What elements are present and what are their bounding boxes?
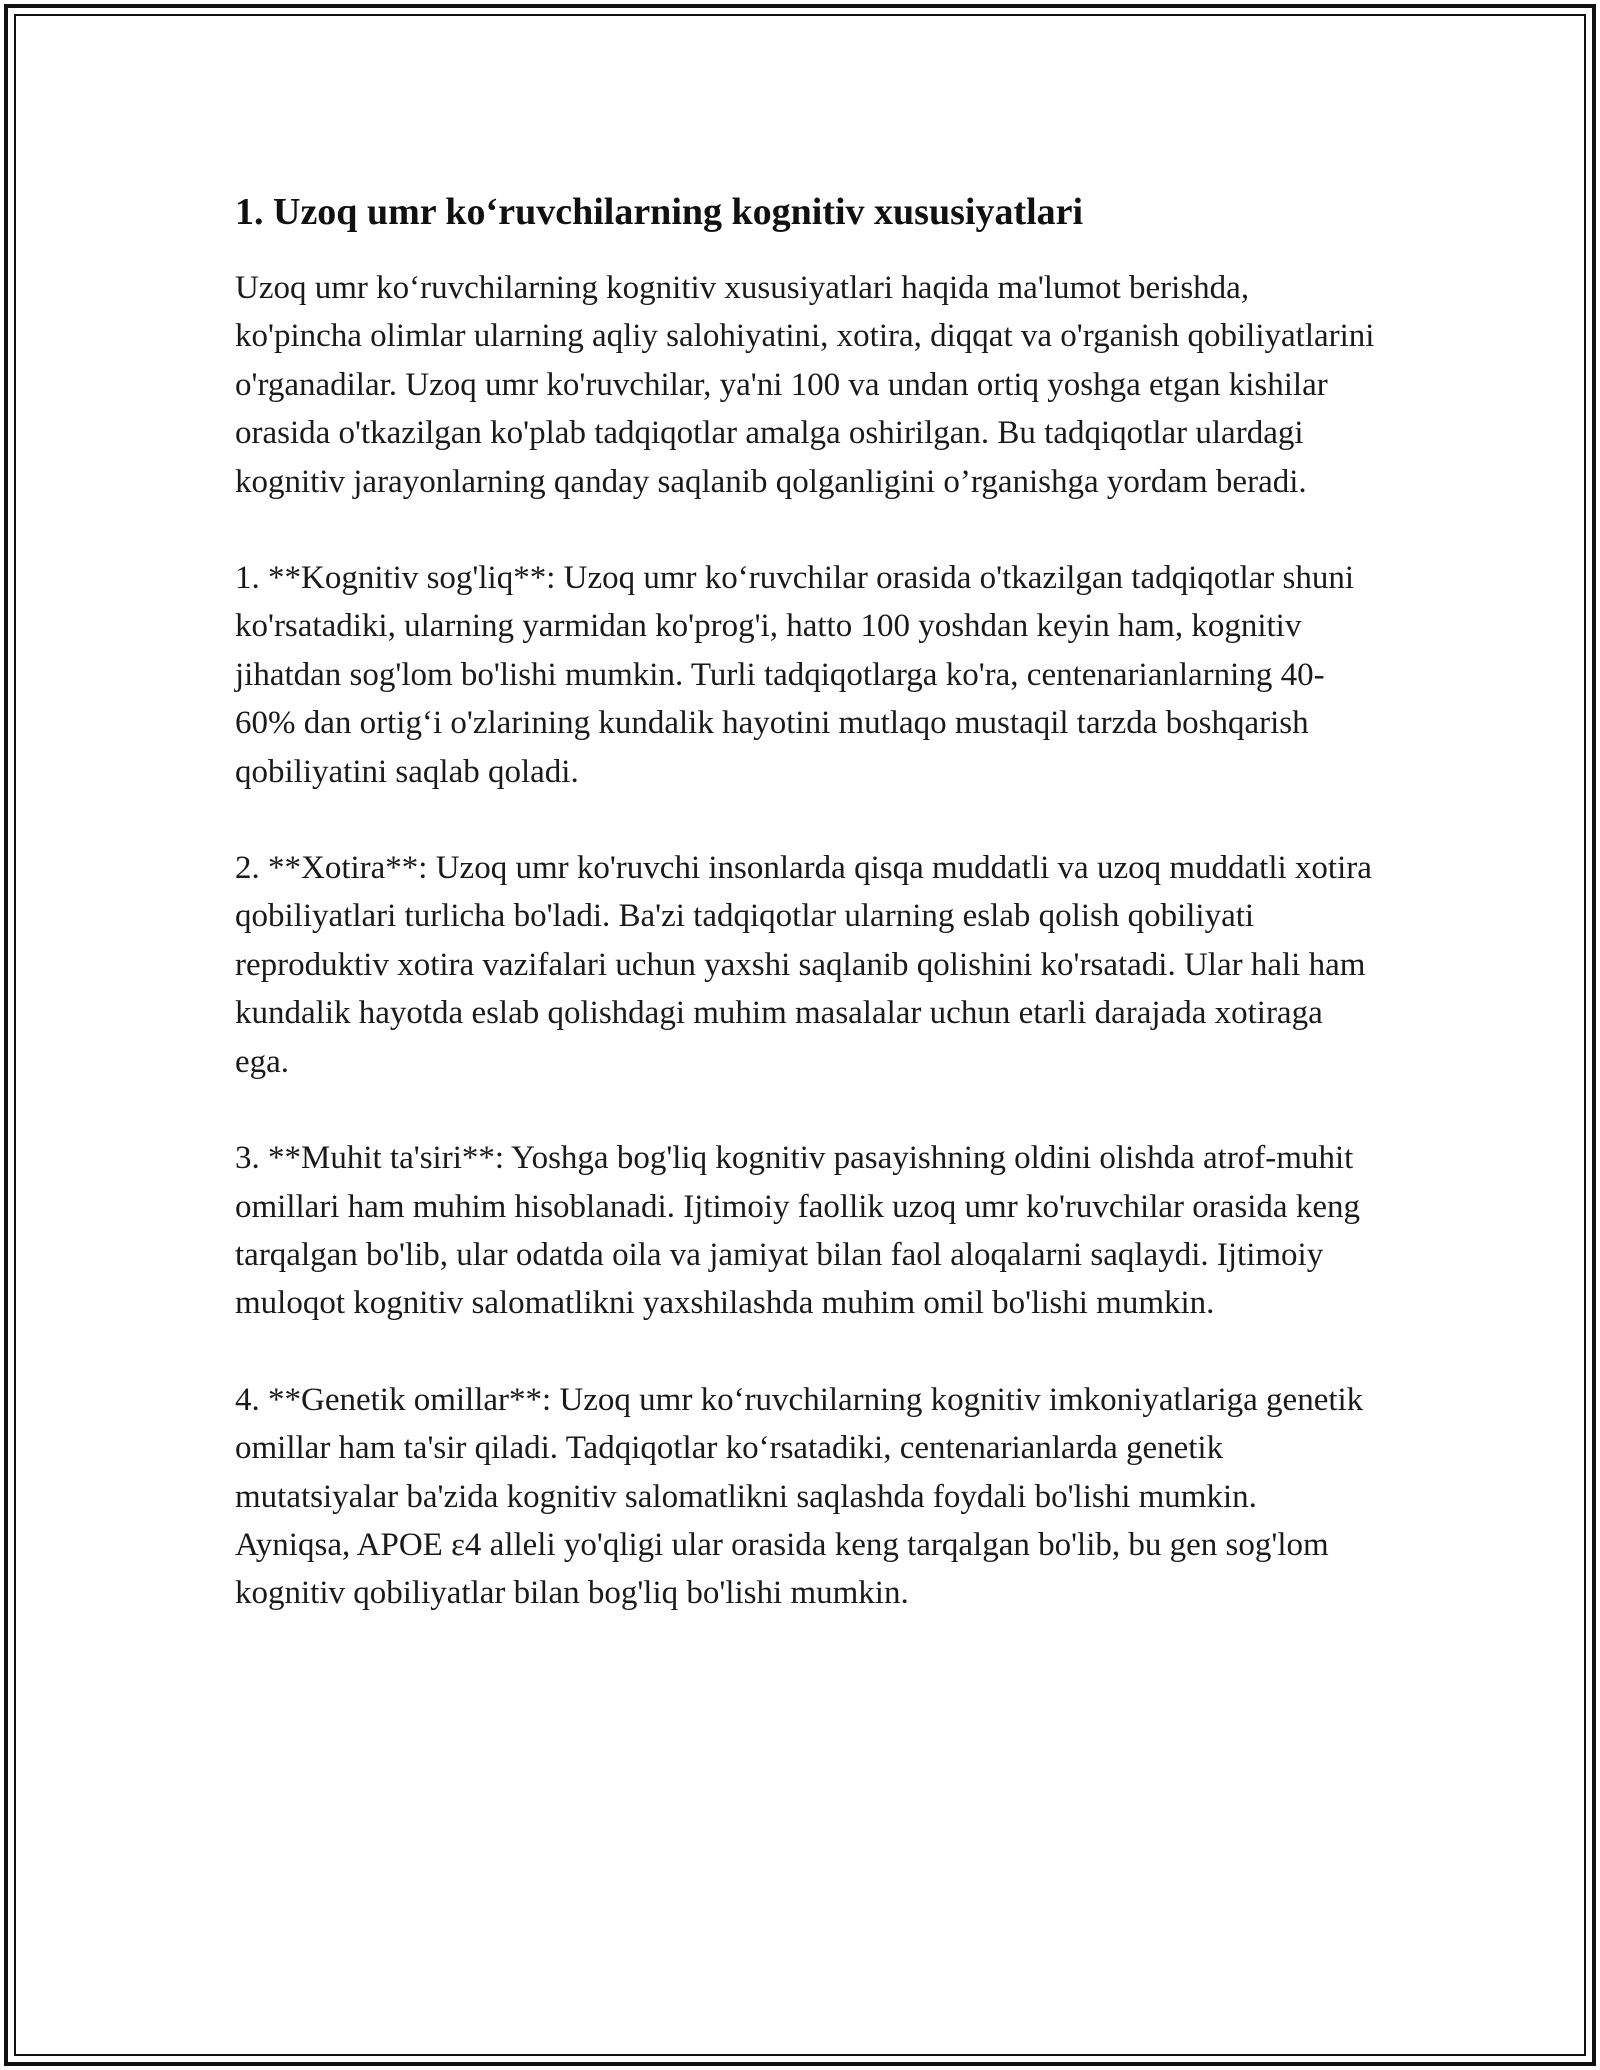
- memory-paragraph: 2. **Xotira**: Uzoq umr ko'ruvchi insonlarda qisqa muddatli va uzoq muddatli xotira qobiliyatlari turlicha bo'ladi. Ba'zi tadqiqotlar ularning eslab qolish qobiliyati reproduktiv xotira vazifalari uchun yaxshi saqlanib qolishini ko'rsatadi. Ular hali ham kundalik hayotda eslab qolishdagi muhim masalalar uchun etarli darajada xotiraga ega.: [235, 850, 1372, 1080]
- page-title: 1. Uzoq umr ko‘ruvchilarning kognitiv xususiyatlari: [235, 191, 1084, 233]
- environment-paragraph: 3. **Muhit ta'siri**: Yoshga bog'liq kognitiv pasayishning oldini olishda atrof-muhit omillari ham muhim hisoblanadi. Ijtimoiy faollik uzoq umr ko'ruvchilar orasida keng tarqalgan bo'lib, ular odatda oila va jamiyat bilan faol aloqalarni saqlaydi. Ijtimoiy muloqot kognitiv salomatlikni yaxshilashda muhim omil bo'lishi mumkin.: [235, 1140, 1360, 1322]
- intro-paragraph: Uzoq umr ko‘ruvchilarning kognitiv xususiyatlari haqida ma'lumot berishda, ko'pincha olimlar ularning aqliy salohiyatini, xotira, diqqat va o'rganish qobiliyatlarini o'rganadilar. Uzoq umr ko'ruvchilar, ya'ni 100 va undan ortiq yoshga etgan kishilar orasida o'tkazilgan ko'plab tadqiqotlar amalga oshirilgan. Bu tadqiqotlar ulardagi kognitiv jarayonlarning qanday saqlanib qolganligini o’rganishga yordam beradi.: [235, 270, 1375, 500]
- cognitive-health-paragraph: 1. **Kognitiv sog'liq**: Uzoq umr ko‘ruvchilar orasida o'tkazilgan tadqiqotlar shuni ko'rsatadiki, ularning yarmidan ko'prog'i, hatto 100 yoshdan keyin ham, kognitiv jihatdan sog'lom bo'lishi mumkin. Turli tadqiqotlarga ko'ra, centenarianlarning 40-60% dan ortig‘i o'zlarining kundalik hayotini mutlaqo mustaqil tarzda boshqarish qobiliyatini saqlab qoladi.: [235, 560, 1355, 790]
- document-body: [235, 188, 1375, 1618]
- genetic-factors-paragraph: 4. **Genetik omillar**: Uzoq umr ko‘ruvchilarning kognitiv imkoniyatlariga genetik omillar ham ta'sir qiladi. Tadqiqotlar ko‘rsatadiki, centenarianlarda genetik mutatsiyalar ba'zida kognitiv salomatlikni saqlashda foydali bo'lishi mumkin. Ayniqsa, APOE ε4 alleli yo'qligi ular orasida keng tarqalgan bo'lib, bu gen sog'lom kognitiv qobiliyatlar bilan bog'liq bo'lishi mumkin.: [235, 1381, 1364, 1612]
